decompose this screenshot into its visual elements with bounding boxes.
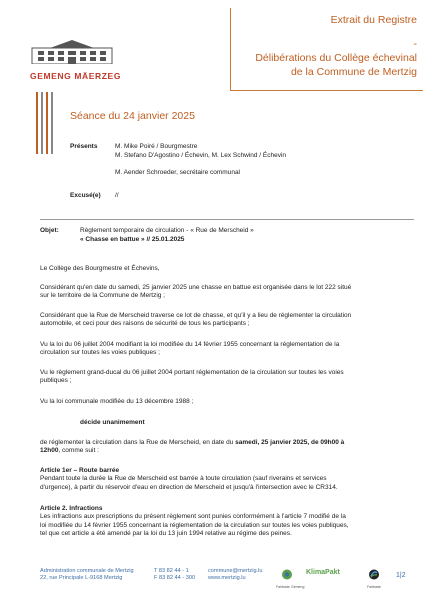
header-line-3: Délibérations du Collège échevinal	[255, 52, 417, 64]
klimapakt-logo	[306, 569, 340, 576]
article-1-title: Article 1er – Route barrée	[40, 467, 120, 474]
session-date: Séance du 24 janvier 2025	[70, 110, 195, 122]
article-1	[40, 467, 414, 492]
paragraph-vu-loi-communale: Vu la loi communale modifiée du 13 décembre 1988 ;	[40, 398, 194, 405]
decision-text: de réglementer la circulation dans la Rue de Merscheid, en date du	[40, 439, 236, 446]
presents-line-3: M. Aender Schroeder, secrétaire communal	[115, 169, 241, 176]
paragraph-vu-loi-2004-line-1: Vu la loi du 06 juillet 2004 modifiant la loi modifiée du 14 février 1955 concernant la réglementation de la	[40, 341, 340, 348]
article-2-line-1: Les infractions aux prescriptions du présent règlement sont punies conformément à l'article 7 modifié de la	[40, 513, 346, 521]
article-2	[40, 505, 414, 539]
decision-date: samedi, 25 janvier 2025, de 09h00 à	[235, 439, 345, 446]
footer-website[interactable]: www.mertzig.lu	[208, 575, 246, 581]
header-line-1: Extrait du Registre	[330, 14, 417, 26]
header-title-box	[230, 8, 423, 91]
presents-line-2: M. Stefano D'Agostino / Échevin, M. Lex Schwind / Échevin	[115, 152, 287, 159]
footer-contact	[208, 568, 263, 582]
objet-line-2: « Chasse en battue » // 25.01.2025	[80, 236, 185, 243]
header-line-4: de la Commune de Mertzig	[290, 66, 417, 78]
fairtrade-gemeng-icon	[281, 569, 293, 580]
paragraph-decision	[40, 439, 414, 456]
fairtrade-gemeng-logo	[276, 567, 305, 589]
footer-email[interactable]: commune@mertzig.lu	[208, 568, 263, 574]
paragraph-vu-reglement	[40, 369, 414, 386]
paragraph-vu-reglement-line-2: publiques ;	[40, 377, 72, 385]
footer-phone	[154, 568, 195, 582]
decision-suffix: , comme suit :	[58, 447, 99, 455]
paragraph-considerant-2-line-1: Considérant que la Rue de Merscheid traverse ce lot de chasse, et qu'il y a lieu de réglementer la circulation	[40, 312, 352, 319]
article-2-line-2: loi modifiée du 14 février 1955 concernant la réglementation de la circulation sur toutes les voies publiques,	[40, 521, 349, 529]
presents-line-1: M. Mike Poiré / Bourgmestre	[115, 143, 198, 150]
paragraph-vu-reglement-line-1: Vu le règlement grand-ducal du 06 juillet 2004 portant réglementation de la circulation sur toutes les voies	[40, 369, 344, 376]
presents-label: Présents	[70, 143, 98, 150]
town-hall-icon	[30, 38, 114, 64]
paragraph-decision-line-1	[40, 439, 414, 447]
excuse-label: Excusé(e)	[70, 192, 101, 199]
article-1-line-2: d'urgence), à partir du réservoir d'eau en direction de Merscheid et jusqu'à l'intersection avec le CR314.	[40, 483, 338, 491]
footer-admin-name: Administration communale de Mertzig	[40, 568, 134, 574]
paragraph-considerant-1-line-1: Considérant qu'en date du samedi, 25 janvier 2025 une chasse en battue est organisée dans le lot 222 situé	[40, 284, 352, 291]
paragraph-college: Le Collège des Bourgmestre et Échevins,	[40, 265, 160, 272]
decision-end-time: 12h00	[40, 447, 59, 455]
divider	[40, 219, 414, 220]
fairtrade-gemeng-label: Fairtrade Gemeng	[276, 585, 305, 589]
header-line-2: -	[413, 38, 417, 50]
paragraph-considerant-2-line-2: automobile, et ceci pour des raisons de sécurité de tous les participants ;	[40, 320, 250, 328]
fairtrade-label: Fairtrade	[366, 585, 381, 589]
excuse-value: //	[115, 192, 119, 199]
klimapakt-label: KlimaPakt	[306, 569, 340, 576]
footer-address	[40, 568, 134, 582]
commune-logo	[30, 38, 122, 81]
objet-line-1: Règlement temporaire de circulation - « Rue de Merscheid »	[80, 227, 254, 234]
footer-admin-address: 22, rue Principale L-9168 Mertzig	[40, 575, 123, 581]
decision-heading: décide unanimement	[80, 419, 145, 426]
page-number: 1|2	[396, 572, 406, 579]
paragraph-vu-loi-2004	[40, 341, 414, 358]
decorative-stripes	[36, 92, 56, 154]
article-1-line-1: Pendant toute la durée la Rue de Merscheid est barrée à toute circulation (sauf riverains et services	[40, 475, 327, 483]
article-2-title: Article 2. Infractions	[40, 505, 103, 512]
footer-fax: F 83 82 44 - 300	[154, 575, 196, 581]
paragraph-vu-loi-2004-line-2: circulation sur toutes les voies publiques ;	[40, 349, 160, 357]
paragraph-decision-line-2	[40, 447, 414, 455]
paragraph-considerant-2	[40, 312, 414, 329]
article-2-line-3: tel que cet article a été amendé par la loi du 13 juin 1994 relative au régime des peines.	[40, 530, 292, 538]
paragraph-considerant-1	[40, 284, 414, 301]
objet-label: Objet:	[40, 227, 59, 234]
fairtrade-icon	[368, 569, 380, 580]
paragraph-considerant-1-line-2: sur le territoire de la Commune de Mertzig ;	[40, 292, 165, 300]
fairtrade-logo	[362, 567, 386, 589]
footer-tel: T 83 82 44 - 1	[154, 568, 189, 574]
logo-text: GEMENG MÄERZEG	[30, 71, 122, 81]
